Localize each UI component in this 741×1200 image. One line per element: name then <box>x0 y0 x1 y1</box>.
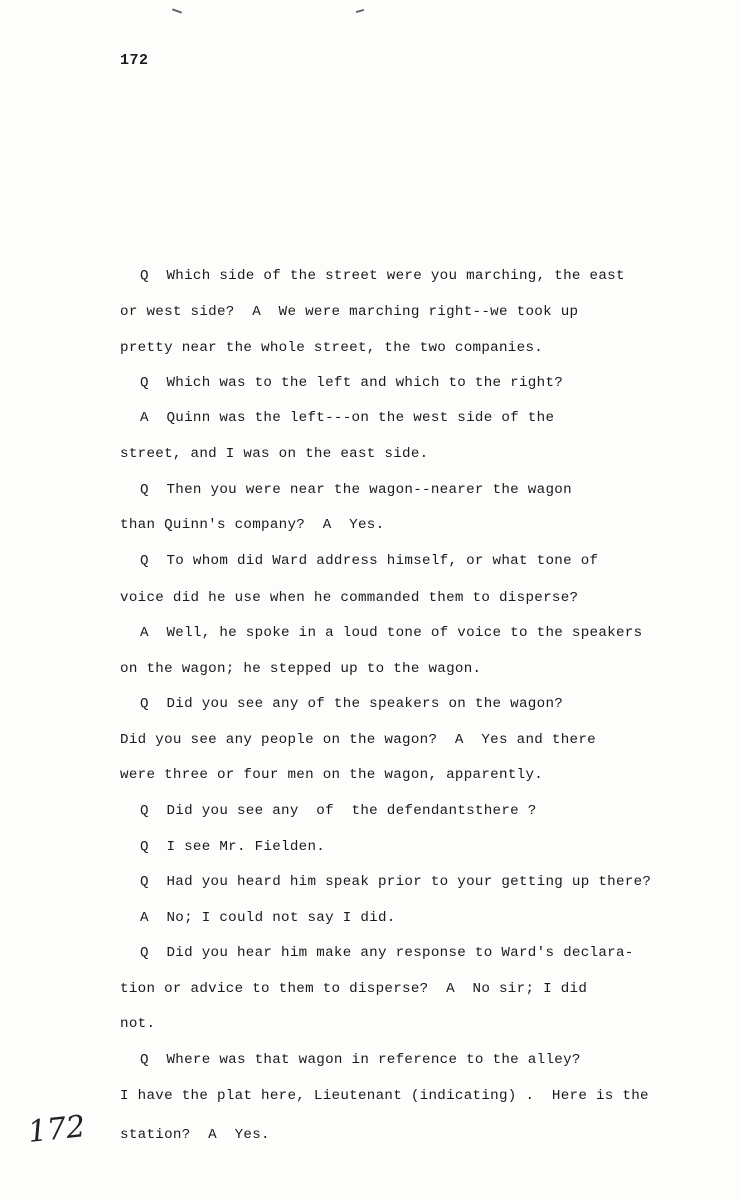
transcript-line: Q To whom did Ward address himself, or what tone of <box>140 553 599 569</box>
transcript-line: or west side? A We were marching right--we took up <box>120 304 579 320</box>
transcript-line: station? A Yes. <box>120 1127 270 1143</box>
transcript-line: voice did he use when he commanded them to disperse? <box>120 590 579 606</box>
transcript-line: A Quinn was the left---on the west side of the <box>140 410 555 426</box>
transcript-line: than Quinn's company? A Yes. <box>120 517 385 533</box>
transcript-line: Q I see Mr. Fielden. <box>140 839 326 855</box>
transcript-line: Q Had you heard him speak prior to your getting up there? <box>140 874 652 890</box>
transcript-line: A Well, he spoke in a loud tone of voice to the speakers <box>140 625 643 641</box>
transcript-line: Q Did you hear him make any response to Ward's declara- <box>140 945 634 961</box>
transcript-line: Q Where was that wagon in reference to the alley? <box>140 1052 581 1068</box>
transcript-line: Q Then you were near the wagon--nearer the wagon <box>140 482 572 498</box>
transcript-line: I have the plat here, Lieutenant (indicating) . Here is the <box>120 1088 649 1104</box>
transcript-line: not. <box>120 1016 156 1032</box>
transcript-line: A No; I could not say I did. <box>140 910 396 926</box>
transcript-line: pretty near the whole street, the two companies. <box>120 340 544 356</box>
scan-mark <box>172 8 182 13</box>
transcript-line: Q Did you see any of the speakers on the wagon? <box>140 696 564 712</box>
transcript-line: Q Which side of the street were you marching, the east <box>140 268 625 284</box>
scan-mark <box>356 9 364 13</box>
transcript-line: street, and I was on the east side. <box>120 446 429 462</box>
handwritten-page-number: 172 <box>26 1109 87 1150</box>
transcript-line: were three or four men on the wagon, apparently. <box>120 767 544 783</box>
transcript-line: Q Did you see any of the defendantsthere ? <box>140 803 537 819</box>
transcript-line: on the wagon; he stepped up to the wagon. <box>120 661 482 677</box>
transcript-line: Did you see any people on the wagon? A Yes and there <box>120 732 596 748</box>
transcript-line: tion or advice to them to disperse? A No sir; I did <box>120 981 588 997</box>
page-number: 172 <box>120 52 149 69</box>
transcript-line: Q Which was to the left and which to the right? <box>140 375 564 391</box>
